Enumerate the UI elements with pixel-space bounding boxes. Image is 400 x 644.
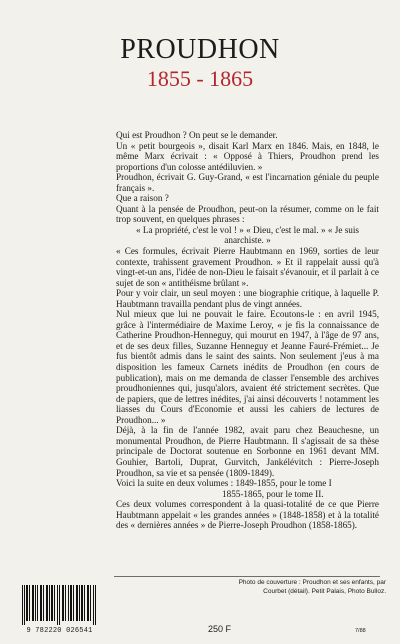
paragraph-7: « Ces formules, écrivait Pierre Haubtmann en 1969, sorties de leur contexte, trahissent gravement Proudhon. » Et il rappelait aussi qu'à vingt-et-un ans, l'idée de non-Dieu le faisait s'évanouir, et il parlait à ce sujet de son « antithéisme brûlant ». — [116, 246, 379, 288]
paragraph-1: Qui est Proudhon ? On peut se le demander. — [116, 130, 278, 140]
paragraph-13: Ces deux volumes correspondent à la quasi-totalité de ce que Pierre Haubtmann appelait « les grandes années » (1848-1858) et à la totalité des « dernières années » de Pierre-Joseph Proudhon (1858-1865). — [116, 499, 379, 531]
paragraph-4: Que a raison ? — [116, 193, 169, 204]
photo-credit: Photo de couverture : Proudhon et ses enfants, par Courbet (détail). Petit Palais, Photo Bulloz. — [238, 579, 386, 595]
paragraph-8: Pour y voir clair, un seul moyen : une biographie critique, à laquelle P. Haubtmann travailla pendant plus de vingt années. — [116, 288, 379, 309]
paragraph-9: Nul mieux que lui ne pouvait le faire. Ecoutons-le : en avril 1945, grâce à l'intermédiaire de Maxime Leroy, « je fis la connaissance de Catherine Proudhon-Henneguy, qui mourut en 1947, à l'âge de 97 ans, et de ses deux filles, Suzanne Henneguy et Jeanne Fauré-Frémiet... Je fus bientôt admis dans le saint des saints. Non seulement j'eus à ma disposition les fameux Carnets inédits de Proudhon (en cours de publication), mais on me demanda de classer l'ensemble des archives proudhoniennes qui, jusqu'alors, avaient été strictement secrètes. Que de papiers, que de lettres inédites, j'ai ainsi découverts ! notamment les liasses du Cours d'Economie et aussi les cahiers de lectures de Proudhon... » — [116, 309, 379, 425]
divider — [114, 576, 380, 577]
volume-line-1: Voici la suite en deux volumes : 1849-1855, pour le tome I — [116, 478, 332, 489]
book-years: 1855 - 1865 — [146, 66, 254, 91]
barcode-block — [19, 585, 100, 637]
blurb-text — [116, 130, 379, 531]
paragraph-5: Quant à la pensée de Proudhon, peut-on la résumer, comme on le fait trop souvent, en quelques phrases : — [116, 203, 379, 225]
quote-line: « La propriété, c'est le vol ! » « Dieu, c'est le mal. » « Je suis anarchiste. » — [136, 224, 359, 246]
barcode-icon — [19, 585, 100, 625]
isbn-number: 9 782220 026541 — [26, 627, 93, 635]
paragraph-10: Déjà, à la fin de l'année 1982, avait paru chez Beauchesne, un monumental Proudhon, de Pierre Haubtmann. Il s'agissait de sa thèse principale de Doctorat soutenue en Sorbonne en 1961 devant MM. Gouhier, Bartoli, Duprat, Gurvitch, Jankélévitch : Pierre-Joseph Proudhon, sa vie et sa pensée (1809-1849). — [116, 425, 379, 478]
volume-line-2: 1855-1865, pour le tome II. — [222, 488, 324, 499]
print-code: 7/88 — [355, 628, 366, 634]
paragraph-2: Un « petit bourgeois », disait Karl Marx en 1846. Mais, en 1848, le même Marx écrivait : « Opposé à Thiers, Proudhon prend les proportions d'un colosse antédiluvien. » — [116, 140, 379, 172]
price: 250 F — [208, 624, 232, 634]
paragraph-3: Proudhon, écrivait G. Guy-Grand, « est l'incarnation géniale du peuple français ». — [116, 172, 379, 193]
book-title: PROUDHON — [120, 34, 280, 65]
